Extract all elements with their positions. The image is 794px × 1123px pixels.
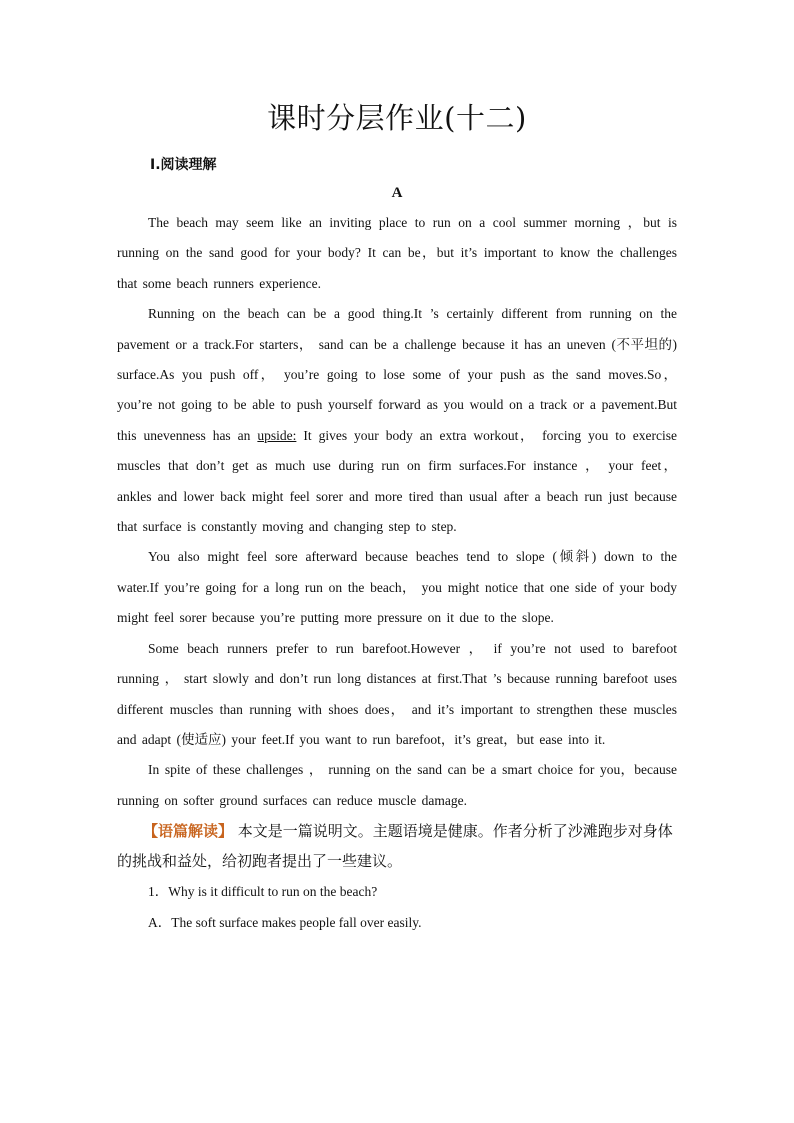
section-heading-text: Ⅰ.阅读理解: [150, 157, 217, 173]
passage-label: A: [391, 185, 403, 201]
passage-analysis: [117, 816, 677, 876]
underlined-word: upside:: [257, 427, 297, 443]
paragraph-4: Some beach runners prefer to run barefoot.However ， if you’re not used to barefoot running ， start slowly and don’t run long distances at first.That ’s because running barefoot uses different muscles than running with shoes does， and it’s important to strengthen these muscles and adapt (使适应) your feet.If you want to run barefoot，it’s great，but ease into it.: [117, 640, 677, 747]
paragraph-3: You also might feel sore afterward because beaches tend to slope (倾斜) down to the water.If you’re going for a long run on the beach， you might notice that one side of your body might feel sorer because you’re putting more pressure on it due to the slope.: [117, 549, 677, 626]
paragraph-2-part-2: It gives your body an extra workout， forcing you to exercise muscles that don’t get as much use during run on firm surfaces.For instance ， your feet， ankles and lower back might feel sorer and more tired than usual after a beach run just because that surface is constantly moving and changing step to step.: [117, 427, 677, 535]
paragraph-5: In spite of these challenges ， running on the sand can be a smart choice for you，because running on softer ground surfaces can reduce muscle damage.: [117, 762, 677, 808]
analysis-tag: 【语篇解读】: [143, 822, 234, 841]
question-1: 1．Why is it difficult to run on the beach?: [148, 884, 378, 900]
section-heading: [150, 154, 217, 174]
paragraph-1: The beach may seem like an inviting place to run on a cool summer morning ，but is running on the sand good for your body? It can be，but it’s important to know the challenges that some beach runners experience.: [117, 215, 677, 291]
paragraph-2: [117, 299, 677, 542]
question-1-option-a: A．The soft surface makes people fall over easily.: [148, 915, 422, 931]
analysis-text: 本文是一篇说明文。主题语境是健康。作者分析了沙滩跑步对身体的挑战和益处，给初跑者提出了一些建议。: [117, 822, 673, 871]
page-title: 课时分层作业(十二): [267, 101, 527, 135]
passage-body: [117, 208, 677, 938]
paragraph-2-part-1: Running on the beach can be a good thing.It ’s certainly different from running on the pavement or a track.For starters， sand can be a challenge because it has an uneven (不平坦的) surface.As you push off， you’re going to lose some of your push as the sand moves.So， you’re not going to be able to push yourself forward as you would on a track or a pavement.But this unevenness has an: [117, 306, 677, 443]
